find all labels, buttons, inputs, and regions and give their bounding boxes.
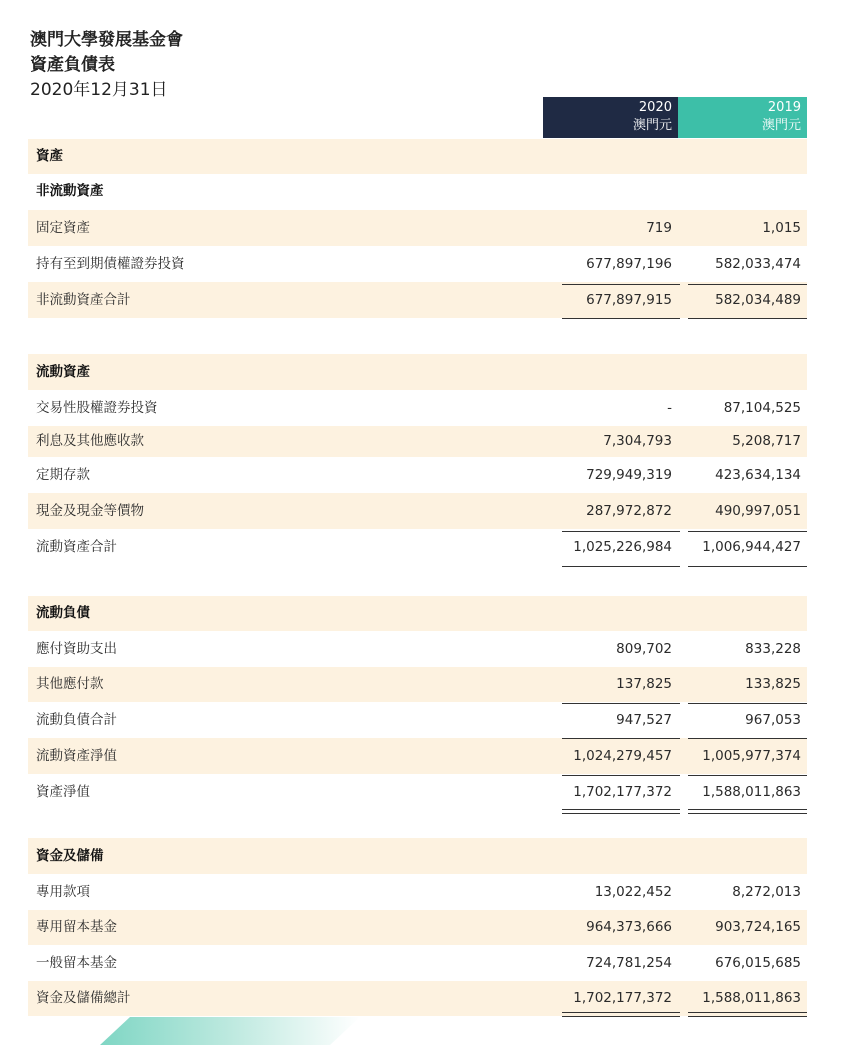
row-label: 流動負債	[36, 605, 90, 621]
subtotal-rule	[688, 775, 807, 776]
row-label: 交易性股權證券投資	[36, 400, 158, 416]
table-row	[28, 529, 807, 565]
value-2019: 1,005,977,374	[702, 748, 801, 764]
value-2019: 133,825	[745, 676, 801, 692]
value-2019: 1,588,011,863	[702, 990, 801, 1006]
column-unit: 澳門元	[761, 118, 801, 133]
total-double-rule	[562, 809, 680, 814]
organization-name: 澳門大學發展基金會	[30, 30, 183, 50]
value-2019: 582,033,474	[715, 256, 801, 272]
subtotal-rule	[562, 703, 680, 704]
subtotal-rule	[562, 738, 680, 739]
row-label: 資金及儲備總計	[36, 990, 131, 1006]
row-label: 非流動資產合計	[36, 292, 131, 308]
value-2020: 719	[646, 220, 672, 236]
section-header-row	[28, 174, 807, 209]
value-2020: 1,702,177,372	[573, 784, 672, 800]
value-2019: 1,006,944,427	[702, 539, 801, 555]
table-row	[28, 246, 807, 282]
row-label: 流動負債合計	[36, 712, 117, 728]
statement-header	[30, 28, 183, 103]
total-double-rule	[688, 1012, 807, 1017]
value-2019: 87,104,525	[723, 400, 801, 416]
value-2020: 287,972,872	[586, 503, 672, 519]
value-2019: 490,997,051	[715, 503, 801, 519]
value-2019: 1,015	[762, 220, 801, 236]
table-row	[28, 945, 807, 981]
table-row	[28, 282, 807, 318]
row-label: 定期存款	[36, 467, 90, 483]
table-row	[28, 981, 807, 1016]
table-row	[28, 457, 807, 493]
subtotal-rule	[562, 531, 680, 532]
subtotal-rule	[562, 284, 680, 285]
row-label: 資產淨值	[36, 784, 90, 800]
column-year: 2019	[767, 100, 801, 115]
value-2020: 809,702	[616, 641, 672, 657]
table-row	[28, 493, 807, 529]
table-row	[28, 702, 807, 738]
decorative-stripe	[100, 1017, 360, 1045]
subtotal-rule	[688, 531, 807, 532]
row-label: 流動資產	[36, 364, 90, 380]
row-label: 專用留本基金	[36, 919, 117, 935]
value-2020: 724,781,254	[586, 955, 672, 971]
value-2020: 1,024,279,457	[573, 748, 672, 764]
value-2019: 1,588,011,863	[702, 784, 801, 800]
value-2020: 7,304,793	[603, 433, 672, 449]
value-2020: 729,949,319	[586, 467, 672, 483]
subtotal-rule	[688, 284, 807, 285]
row-label: 利息及其他應收款	[36, 433, 144, 449]
row-label: 資產	[36, 148, 63, 164]
statement-title: 資產負債表	[30, 55, 115, 75]
table-row	[28, 210, 807, 246]
row-label: 其他應付款	[36, 676, 104, 692]
value-2020: 677,897,196	[586, 256, 672, 272]
value-2020: 137,825	[616, 676, 672, 692]
row-label: 固定資產	[36, 220, 90, 236]
table-row	[28, 910, 807, 945]
column-unit: 澳門元	[632, 118, 672, 133]
row-label: 流動資產合計	[36, 539, 117, 555]
row-label: 資金及儲備	[36, 848, 104, 864]
table-row	[28, 426, 807, 457]
row-label: 流動資產淨值	[36, 748, 117, 764]
table-row	[28, 874, 807, 910]
subtotal-rule	[562, 566, 680, 567]
value-2020: 1,702,177,372	[573, 990, 672, 1006]
total-double-rule	[562, 1012, 680, 1017]
column-year: 2020	[638, 100, 672, 115]
value-2019: 833,228	[745, 641, 801, 657]
table-row	[28, 631, 807, 667]
value-2019: 5,208,717	[732, 433, 801, 449]
value-2019: 8,272,013	[732, 884, 801, 900]
statement-date: 2020年12月31日	[30, 80, 168, 100]
row-label: 持有至到期債權證券投資	[36, 256, 185, 272]
subtotal-rule	[562, 775, 680, 776]
subtotal-rule	[688, 318, 807, 319]
row-label: 應付資助支出	[36, 641, 117, 657]
table-row	[28, 774, 807, 810]
table-row	[28, 738, 807, 774]
value-2019: 903,724,165	[715, 919, 801, 935]
section-header-row	[28, 354, 807, 390]
subtotal-rule	[688, 703, 807, 704]
value-2020: 13,022,452	[594, 884, 672, 900]
subtotal-rule	[688, 566, 807, 567]
table-row	[28, 667, 807, 702]
value-2019: 582,034,489	[715, 292, 801, 308]
row-label: 現金及現金等價物	[36, 503, 144, 519]
subtotal-rule	[562, 318, 680, 319]
total-double-rule	[688, 809, 807, 814]
value-2019: 967,053	[745, 712, 801, 728]
value-2019: 423,634,134	[715, 467, 801, 483]
value-2020: 1,025,226,984	[573, 539, 672, 555]
row-label: 一般留本基金	[36, 955, 117, 971]
row-label: 非流動資產	[36, 183, 104, 199]
section-header-row	[28, 838, 807, 874]
row-label: 專用款項	[36, 884, 90, 900]
value-2019: 676,015,685	[715, 955, 801, 971]
value-2020: -	[667, 400, 672, 416]
value-2020: 677,897,915	[586, 292, 672, 308]
table-row	[28, 390, 807, 426]
value-2020: 964,373,666	[586, 919, 672, 935]
subtotal-rule	[688, 738, 807, 739]
section-header-row	[28, 596, 807, 631]
column-header-2019	[678, 97, 807, 138]
column-header-2020	[543, 97, 678, 138]
value-2020: 947,527	[616, 712, 672, 728]
section-header-row	[28, 139, 807, 174]
